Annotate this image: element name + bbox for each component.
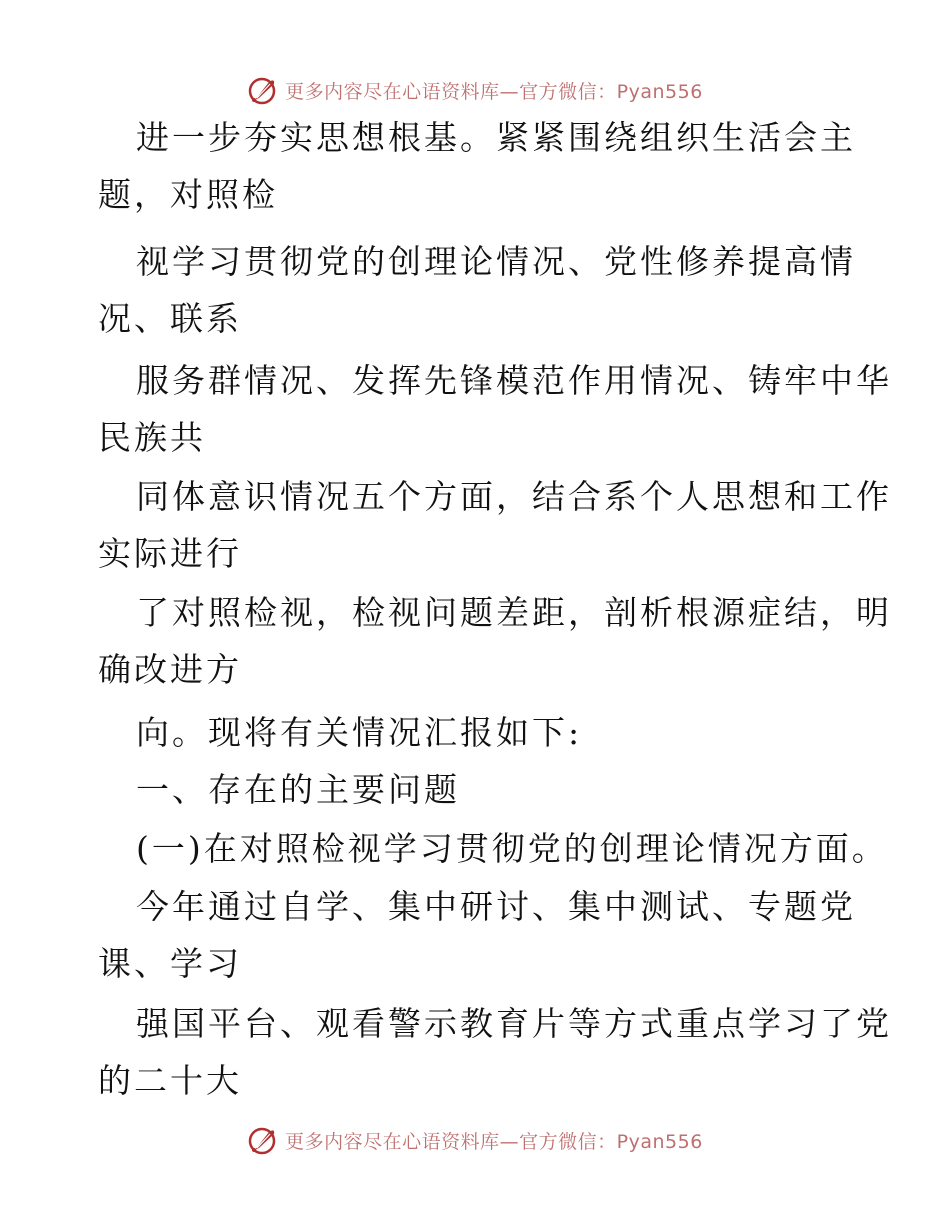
body-line: 同体意识情况五个方面，结合系个人思想和工作: [136, 477, 892, 516]
feather-pen-logo-icon: [247, 74, 279, 106]
header-banner-text: 更多内容尽在心语资料库—官方微信：Pyan556: [285, 80, 703, 103]
body-line: 了对照检视，检视问题差距，剖析根源症结，明: [136, 593, 892, 632]
footer-banner: [0, 1120, 950, 1160]
header-banner-inner: [247, 74, 703, 106]
footer-banner-text: 更多内容尽在心语资料库—官方微信：Pyan556: [285, 1130, 703, 1153]
body-line: 视学习贯彻党的创理论情况、党性修养提高情: [136, 242, 856, 281]
body-line: 一、存在的主要问题: [136, 770, 460, 809]
body-line: 课、学习: [98, 944, 242, 983]
body-line: 况、联系: [98, 299, 242, 338]
body-line: 今年通过自学、集中研讨、集中测试、专题党: [136, 887, 856, 926]
body-line: 进一步夯实思想根基。紧紧围绕组织生活会主: [136, 118, 856, 157]
body-line: 民族共: [98, 418, 206, 457]
body-line: 服务群情况、发挥先锋模范作用情况、铸牢中华: [136, 361, 892, 400]
body-line: 强国平台、观看警示教育片等方式重点学习了党: [136, 1004, 892, 1043]
body-line: 实际进行: [98, 534, 242, 573]
feather-pen-logo-icon: [247, 1124, 279, 1156]
body-line: (一)在对照检视学习贯彻党的创理论情况方面。: [136, 829, 888, 868]
header-banner: [0, 70, 950, 110]
footer-banner-inner: [247, 1124, 703, 1156]
body-line: 确改进方: [98, 650, 242, 689]
body-line: 的二十大: [98, 1061, 242, 1100]
body-line: 向。现将有关情况汇报如下:: [136, 713, 583, 752]
body-line: 题，对照检: [98, 175, 278, 214]
